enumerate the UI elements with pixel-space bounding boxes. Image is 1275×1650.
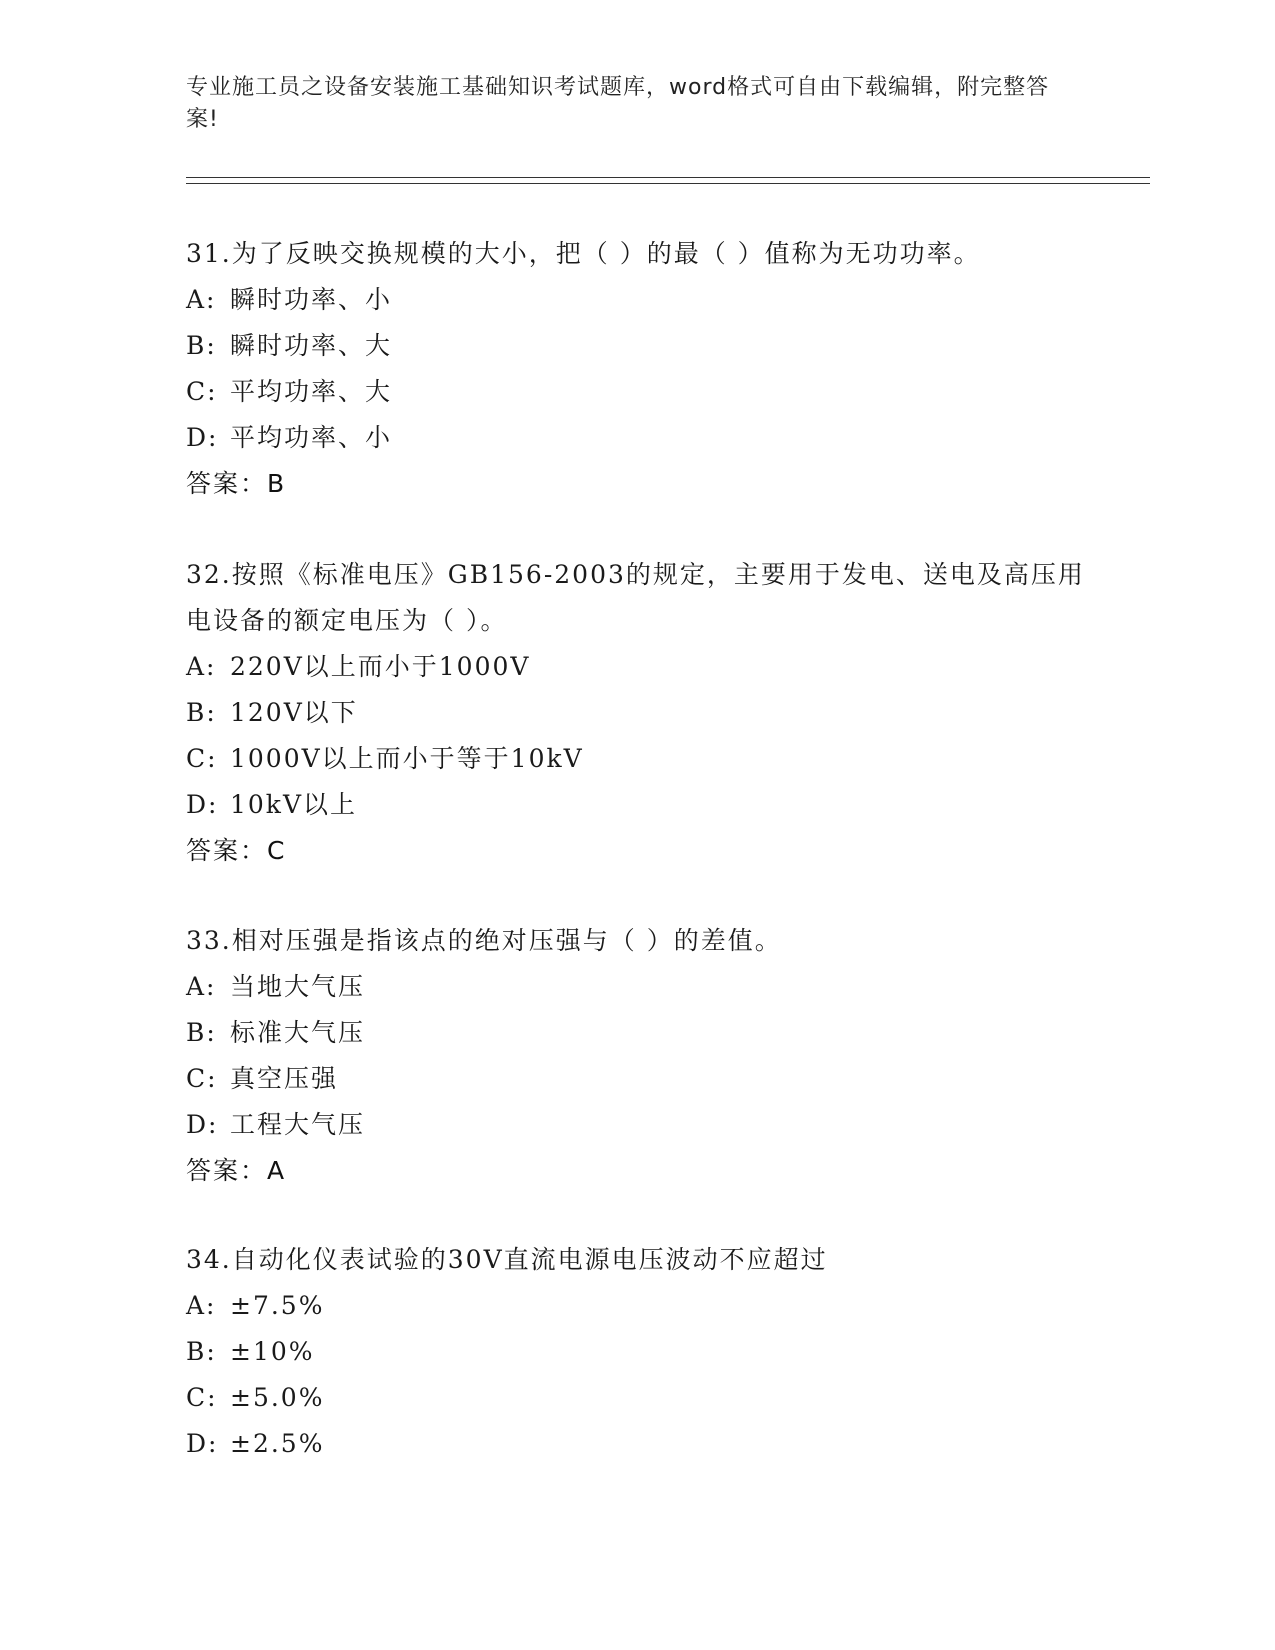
option-a	[186, 1283, 1086, 1329]
option-text: ±10%	[230, 1337, 315, 1366]
option-text: 当地大气压	[230, 972, 366, 1001]
option-text: ±5.0%	[230, 1383, 325, 1412]
answer-line: 答案：B	[186, 469, 287, 498]
option-c	[186, 736, 1086, 782]
option-letter: C:	[186, 744, 218, 773]
option-a	[186, 964, 1086, 1010]
option-text: 标准大气压	[230, 1018, 366, 1047]
title-divider-bottom	[186, 183, 1150, 184]
option-letter: A:	[186, 285, 217, 314]
option-letter: D:	[186, 423, 219, 452]
option-letter: D:	[186, 790, 219, 819]
answer-line: 答案：C	[186, 836, 287, 865]
option-letter: B:	[186, 1018, 217, 1047]
option-d	[186, 1421, 1086, 1467]
title-divider-top	[186, 177, 1150, 178]
option-c	[186, 1056, 1086, 1102]
option-text: 220V以上而小于1000V	[230, 652, 531, 681]
option-d	[186, 415, 1086, 461]
option-letter: D:	[186, 1429, 219, 1458]
option-letter: B:	[186, 331, 217, 360]
question-31	[186, 231, 1086, 507]
option-letter: D:	[186, 1110, 219, 1139]
question-33	[186, 918, 1086, 1194]
option-b	[186, 323, 1086, 369]
question-stem: 32.按照《标准电压》GB156-2003的规定，主要用于发电、送电及高压用电设备的额定电压为（ ）。	[186, 560, 1085, 635]
answer-line: 答案：A	[186, 1156, 287, 1185]
question-stem: 33.相对压强是指该点的绝对压强与（ ）的差值。	[186, 926, 782, 955]
question-stem: 34.自动化仪表试验的30V直流电源电压波动不应超过	[186, 1245, 828, 1274]
option-a	[186, 644, 1086, 690]
option-text: 1000V以上而小于等于10kV	[230, 744, 584, 773]
option-c	[186, 369, 1086, 415]
option-letter: A:	[186, 972, 217, 1001]
question-34	[186, 1237, 1086, 1467]
option-d	[186, 1102, 1086, 1148]
option-d	[186, 782, 1086, 828]
option-text: 真空压强	[230, 1064, 339, 1093]
option-letter: C:	[186, 377, 218, 406]
option-text: 瞬时功率、小	[230, 285, 393, 314]
option-letter: B:	[186, 698, 217, 727]
option-a	[186, 277, 1086, 323]
option-text: 瞬时功率、大	[230, 331, 393, 360]
option-b	[186, 1010, 1086, 1056]
option-text: 工程大气压	[230, 1110, 366, 1139]
option-letter: A:	[186, 1291, 217, 1320]
option-letter: A:	[186, 652, 217, 681]
option-text: 10kV以上	[230, 790, 358, 819]
option-b	[186, 690, 1086, 736]
option-letter: C:	[186, 1383, 218, 1412]
option-text: ±7.5%	[230, 1291, 325, 1320]
option-text: 120V以下	[230, 698, 358, 727]
document-title: 专业施工员之设备安装施工基础知识考试题库，word格式可自由下载编辑，附完整答案!	[186, 75, 1050, 132]
option-c	[186, 1375, 1086, 1421]
option-letter: B:	[186, 1337, 217, 1366]
option-letter: C:	[186, 1064, 218, 1093]
option-text: ±2.5%	[230, 1429, 325, 1458]
question-stem: 31.为了反映交换规模的大小，把（ ）的最（ ）值称为无功功率。	[186, 239, 981, 268]
option-text: 平均功率、大	[230, 377, 393, 406]
question-32	[186, 552, 1086, 874]
option-text: 平均功率、小	[230, 423, 393, 452]
option-b	[186, 1329, 1086, 1375]
